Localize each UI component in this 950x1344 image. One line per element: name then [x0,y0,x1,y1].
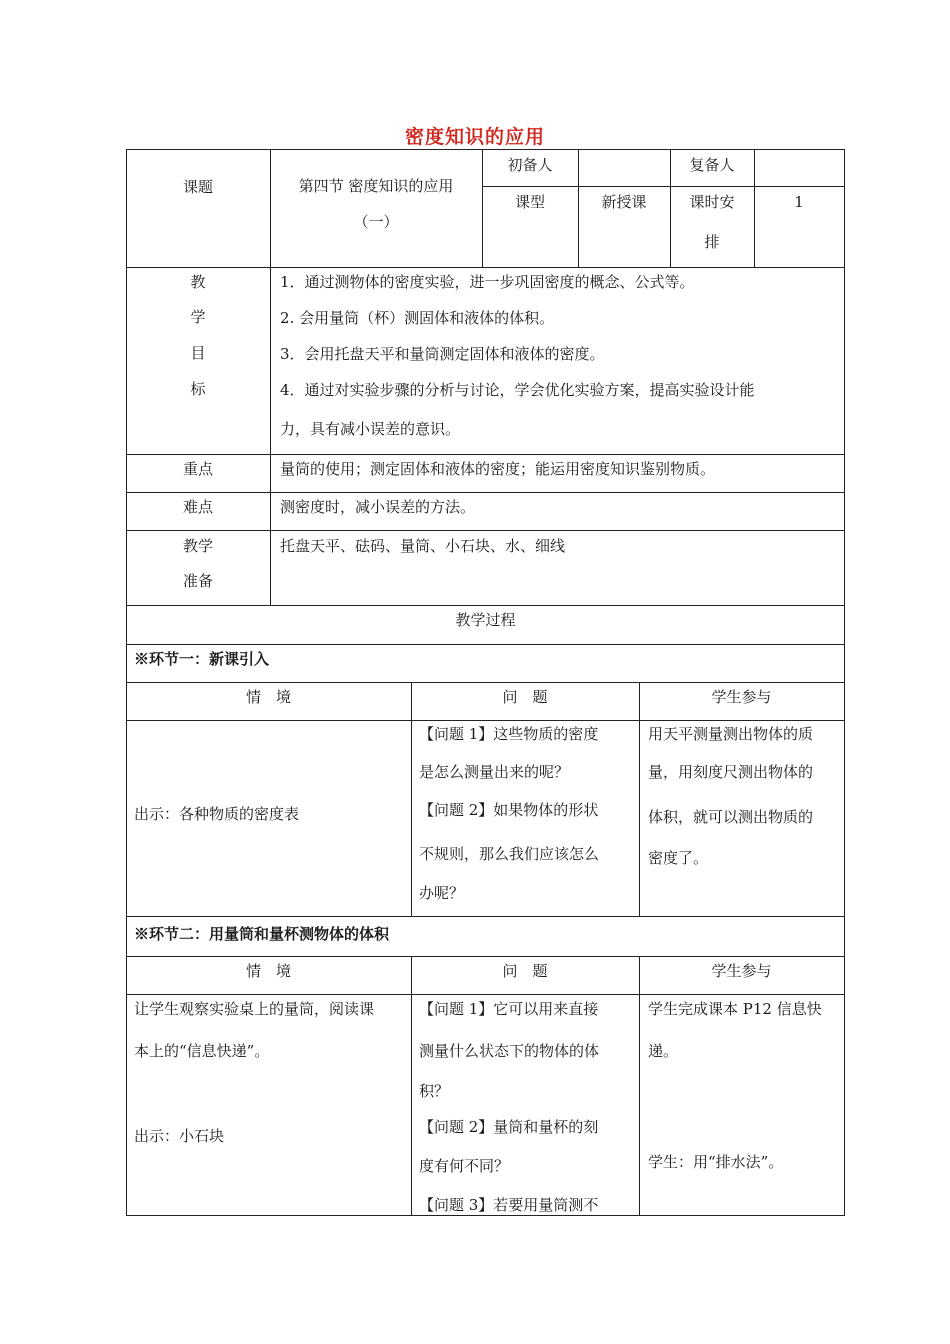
section2-question-line: 【问题 2】量筒和量杯的刻 [419,1118,599,1136]
lesson-type-label: 课型 [514,193,545,211]
section2-col-situation: 情 境 [245,962,291,980]
section2-question-line: 【问题 3】若要用量筒测不 [419,1196,599,1214]
section2-col-question: 问 题 [502,962,548,980]
section1-col-situation: 情 境 [245,688,291,706]
section2-question-line: 【问题 1】它可以用来直接 [419,1000,599,1018]
topic-label: 课题 [182,178,213,196]
difficulty-label: 难点 [182,498,213,516]
section2-situation-line: 出示：小石块 [134,1127,225,1145]
section1-question-line: 【问题 1】这些物质的密度 [419,725,599,743]
section1-question-line: 【问题 2】如果物体的形状 [419,801,599,819]
objective-item-4: 4．通过对实验步骤的分析与讨论，学会优化实验方案，提高实验设计能 [280,381,755,399]
section1-question-line: 办呢？ [419,884,465,902]
topic-line2: （一） [353,213,399,231]
section1-question-line: 不规则，那么我们应该怎么 [419,845,600,863]
section1-title: ※环节一：新课引入 [134,650,270,668]
process-title: 教学过程 [455,611,516,629]
objective-item-5: 力，具有减小误差的意识。 [280,420,461,438]
prep-materials: 托盘天平、砝码、量筒、小石块、水、细线 [280,537,566,555]
lesson-type-value: 新授课 [601,193,647,211]
prep-label-1: 教学 [182,537,213,555]
first-prep-label: 初备人 [507,156,553,174]
objective-item-2: 2. 会用量筒（杯）测固体和液体的体积。 [280,309,555,327]
document-title: 密度知识的应用 [404,126,545,148]
section1-question-line: 是怎么测量出来的呢？ [419,763,570,781]
section2-situation-line: 本上的“信息快递”。 [134,1042,270,1060]
section2-question-line: 度有何不同？ [419,1157,510,1175]
section1-situation: 出示：各种物质的密度表 [134,805,300,823]
section1-student-line: 密度了。 [648,849,709,867]
objective-item-3: 3．会用托盘天平和量筒测定固体和液体的密度。 [280,345,605,363]
section2-student-line: 递。 [648,1042,679,1060]
section2-student-line: 学生完成课本 P12 信息快 [648,1000,822,1018]
difficulty-text: 测密度时，减小误差的方法。 [280,498,476,516]
period-label-a: 课时安 [689,193,735,211]
objectives-label-2: 学 [190,308,206,326]
objectives-label-1: 教 [190,273,206,291]
objective-item-1: 1．通过测物体的密度实验，进一步巩固密度的概念、公式等。 [280,273,695,291]
section2-question-line: 测量什么状态下的物体的体 [419,1042,600,1060]
section1-col-question: 问 题 [502,688,548,706]
section2-question-line: 积？ [419,1082,450,1100]
key-point-text: 量筒的使用；测定固体和液体的密度；能运用密度知识鉴别物质。 [280,460,716,478]
period-label-b: 排 [704,233,720,251]
section2-situation-line: 让学生观察实验桌上的量筒，阅读课 [134,1000,375,1018]
section2-student-line: 学生：用“排水法”。 [648,1153,784,1171]
objectives-label-3: 目 [190,344,206,362]
objectives-label-4: 标 [190,380,206,398]
section2-col-student: 学生参与 [711,962,772,980]
prep-label-2: 准备 [182,572,213,590]
section2-title: ※环节二：用量筒和量杯测物体的体积 [134,925,390,943]
section1-student-line: 用天平测量测出物体的质 [648,725,814,743]
topic-line1: 第四节 密度知识的应用 [298,177,454,195]
key-point-label: 重点 [182,460,213,478]
second-prep-label: 复备人 [689,156,735,174]
section1-student-line: 量，用刻度尺测出物体的 [648,763,814,781]
period-value: 1 [794,193,804,211]
section1-student-line: 体积，就可以测出物质的 [648,808,814,826]
section1-col-student: 学生参与 [711,688,772,706]
